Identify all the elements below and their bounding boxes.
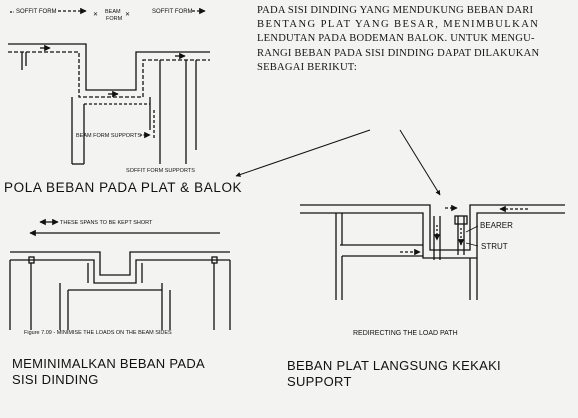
rwall-right	[470, 258, 477, 300]
paragraph-line: SEBAGAI BERIKUT:	[257, 61, 358, 73]
label-beam-form-supports: BEAM FORM SUPPORTS	[76, 133, 141, 139]
beam-wall-left	[60, 283, 68, 330]
label-soffit-form-supports: SOFFIT FORM SUPPORTS	[126, 168, 195, 174]
rwall-left	[336, 250, 342, 300]
bearer-leader	[466, 226, 478, 232]
paragraph-line: LENDUTAN PADA BODEMAN BALOK. UNTUK MENGU-	[257, 33, 535, 45]
rslab-bottom	[300, 213, 565, 258]
slab-outer-line	[8, 44, 210, 90]
label-soffit-form-right: SOFFIT FORM	[152, 9, 193, 15]
bearer-block	[455, 216, 467, 224]
heading-redirect	[287, 358, 501, 390]
heading-line: SUPPORT	[287, 374, 352, 389]
label-spans: THESE SPANS TO BE KEPT SHORT	[60, 220, 153, 226]
slab-bottom	[10, 260, 230, 283]
slab-top	[10, 252, 230, 275]
rslab-top	[300, 205, 565, 250]
heading-line: SISI DINDING	[12, 372, 99, 387]
paragraph-line: PADA SISI DINDING YANG MENDUKUNG BEBAN DARI	[257, 5, 534, 16]
figure-minimise-loads	[10, 220, 230, 336]
paragraph-line: BENTANG PLAT YANG BESAR, MENIMBULKAN	[257, 19, 540, 31]
intro-paragraph	[257, 4, 575, 75]
beam-x-mark: ✕	[93, 12, 99, 18]
pointer-arrows	[236, 130, 440, 195]
redirecting-caption: REDIRECTING THE LOAD PATH	[353, 330, 458, 337]
label-beam-form-2: FORM	[106, 16, 123, 22]
paragraph-line: RANGI BEBAN PADA SISI DINDING DAPAT DILAKUKAN	[257, 47, 540, 59]
figure-709-caption: Figure 7.09 - MINIMISE THE LOADS ON THE BEAM SIDES	[24, 330, 172, 336]
beam-wall-right	[162, 283, 170, 330]
figure-load-pattern	[8, 9, 210, 174]
arrow-to-right-figure	[400, 130, 440, 195]
beam-x-mark-2: ✕	[125, 12, 131, 18]
label-bearer: BEARER	[480, 221, 513, 230]
beam-support-left	[72, 97, 84, 164]
label-beam-form-1: BEAM	[105, 9, 121, 15]
heading-load-pattern: POLA BEBAN PADA PLAT & BALOK	[4, 180, 243, 195]
arrow-to-left-figure	[236, 130, 370, 176]
strut-leader	[466, 243, 478, 246]
heading-line: BEBAN PLAT LANGSUNG KEKAKI	[287, 358, 501, 373]
heading-line: MEMINIMALKAN BEBAN PADA	[12, 356, 206, 371]
label-strut: STRUT	[481, 242, 508, 251]
beam-support-right	[150, 60, 160, 164]
label-soffit-form-left: SOFFIT FORM	[16, 9, 57, 15]
figure-redirect-load	[300, 205, 565, 337]
right-post-pair	[186, 60, 196, 164]
rstrut-right	[458, 216, 464, 255]
heading-minimise	[12, 356, 205, 388]
